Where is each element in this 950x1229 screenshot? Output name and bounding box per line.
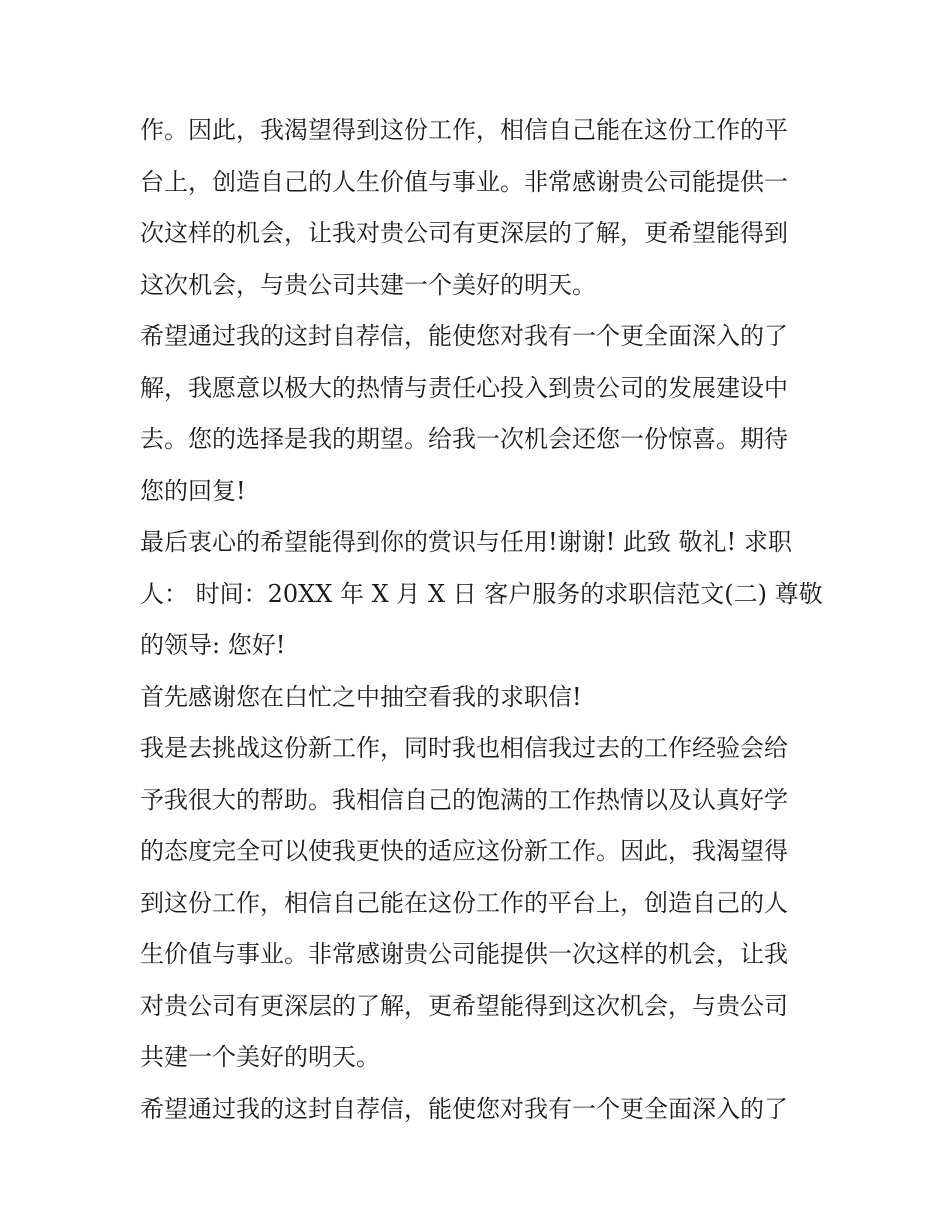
text-line: 去。您的选择是我的期望。给我一次机会还您一份惊喜。期待: [140, 425, 788, 453]
text-line: 最后衷心的希望能得到你的赏识与任用!谢谢! 此致 敬礼! 求职: [140, 528, 792, 556]
text-line: 首先感谢您在白忙之中抽空看我的求职信!: [140, 682, 582, 711]
text-line: 这次机会，与贵公司共建一个美好的明天。: [140, 270, 596, 299]
text-line: 对贵公司有更深层的了解，更希望能得到这次机会，与贵公司: [140, 991, 788, 1020]
paragraph-1: [140, 105, 812, 311]
text-line: 次这样的机会，让我对贵公司有更深层的了解，更希望能得到: [140, 219, 788, 247]
text-line: 的态度完全可以使我更快的适应这份新工作。因此，我渴望得: [140, 837, 788, 865]
paragraph-6: [140, 1084, 812, 1136]
text-line: 生价值与事业。非常感谢贵公司能提供一次这样的机会，让我: [140, 940, 788, 968]
text-line: 希望通过我的这封自荐信，能使您对我有一个更全面深入的了: [140, 322, 788, 350]
text-line: 予我很大的帮助。我相信自己的饱满的工作热情以及认真好学: [140, 785, 788, 814]
text-line: 希望通过我的这封自荐信，能使您对我有一个更全面深入的了: [140, 1094, 788, 1123]
paragraph-5: [140, 723, 812, 1084]
text-line: 的领导: 您好!: [140, 631, 286, 659]
paragraph-3: [140, 517, 823, 672]
text-line: 到这份工作，相信自己能在这份工作的平台上，创造自己的人: [140, 888, 788, 917]
text-line: 人： 时间：20XX 年 X 月 X 日 客户服务的求职信范文(二) 尊敬: [140, 579, 823, 608]
paragraph-2: [140, 311, 812, 517]
text-line: 我是去挑战这份新工作，同时我也相信我过去的工作经验会给: [140, 734, 788, 762]
text-line: 您的回复!: [140, 476, 246, 505]
text-line: 共建一个美好的明天。: [140, 1043, 380, 1071]
paragraph-4: [140, 672, 812, 724]
document-page: [140, 105, 823, 1135]
text-line: 解，我愿意以极大的热情与责任心投入到贵公司的发展建设中: [140, 373, 788, 402]
text-line: 作。因此，我渴望得到这份工作，相信自己能在这份工作的平: [140, 116, 788, 144]
text-line: 台上，创造自己的人生价值与事业。非常感谢贵公司能提供一: [140, 167, 788, 196]
